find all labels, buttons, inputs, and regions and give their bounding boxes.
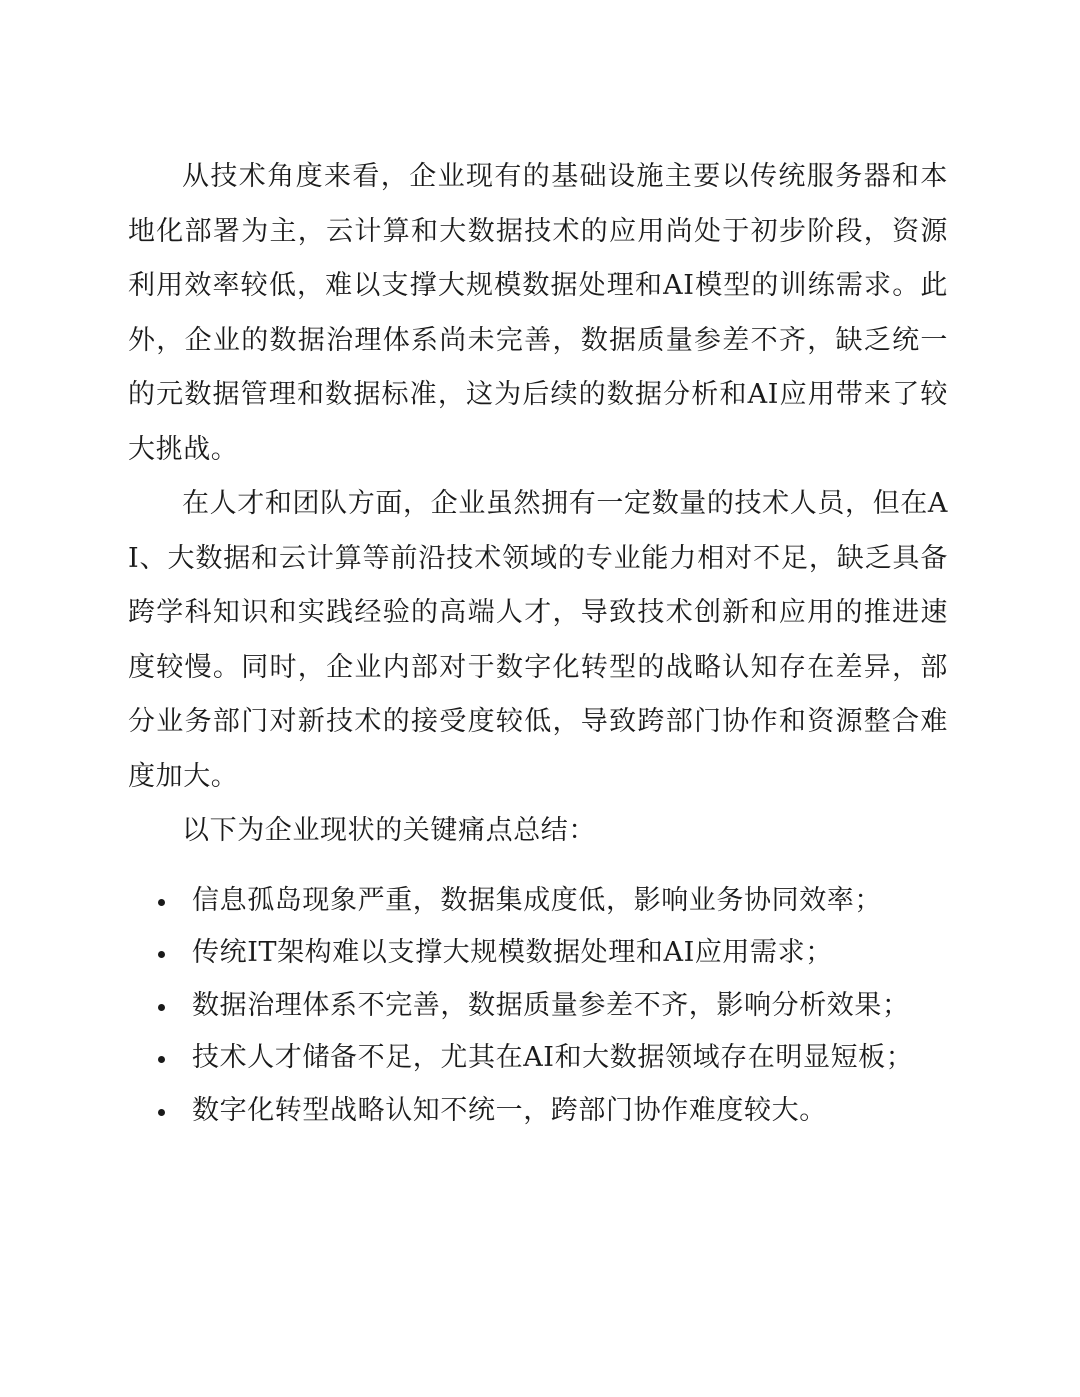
list-item <box>128 875 948 928</box>
list-item-text: 信息孤岛现象严重，数据集成度低，影响业务协同效率； <box>192 884 882 916</box>
paragraph-technology: 从技术角度来看，企业现有的基础设施主要以传统服务器和本地化部署为主，云计算和大数据技术的应用尚处于初步阶段，资源利用效率较低，难以支撑大规模数据处理和AI模型的训练需求。此外，企业的数据治理体系尚未完善，数据质量参差不齐，缺乏统一的元数据管理和数据标准，这为后续的数据分析和AI应用带来了较大挑战。 <box>128 161 948 465</box>
bullet-icon <box>158 1109 165 1116</box>
list-item <box>128 1032 948 1085</box>
list-item <box>128 927 948 980</box>
bullet-icon <box>158 1004 165 1011</box>
pain-points-list <box>128 875 948 1138</box>
list-item-text: 数据治理体系不完善，数据质量参差不齐，影响分析效果； <box>192 989 910 1021</box>
document-body <box>128 150 948 1137</box>
list-item <box>128 1085 948 1138</box>
bullet-icon <box>158 951 165 958</box>
list-item-text: 数字化转型战略认知不统一，跨部门协作难度较大。 <box>192 1094 827 1126</box>
list-item <box>128 980 948 1033</box>
bullet-icon <box>158 1056 165 1063</box>
paragraph-talent: 在人才和团队方面，企业虽然拥有一定数量的技术人员，但在AI、大数据和云计算等前沿技术领域的专业能力相对不足，缺乏具备跨学科知识和实践经验的高端人才，导致技术创新和应用的推进速度较慢。同时，企业内部对于数字化转型的战略认知存在差异，部分业务部门对新技术的接受度较低，导致跨部门协作和资源整合难度加大。 <box>128 488 948 792</box>
list-item-text: 传统IT架构难以支撑大规模数据处理和AI应用需求； <box>192 937 833 968</box>
paragraph-summary-intro: 以下为企业现状的关键痛点总结： <box>182 815 596 846</box>
bullet-icon <box>158 899 165 906</box>
list-item-text: 技术人才储备不足，尤其在AI和大数据领域存在明显短板； <box>192 1042 914 1073</box>
